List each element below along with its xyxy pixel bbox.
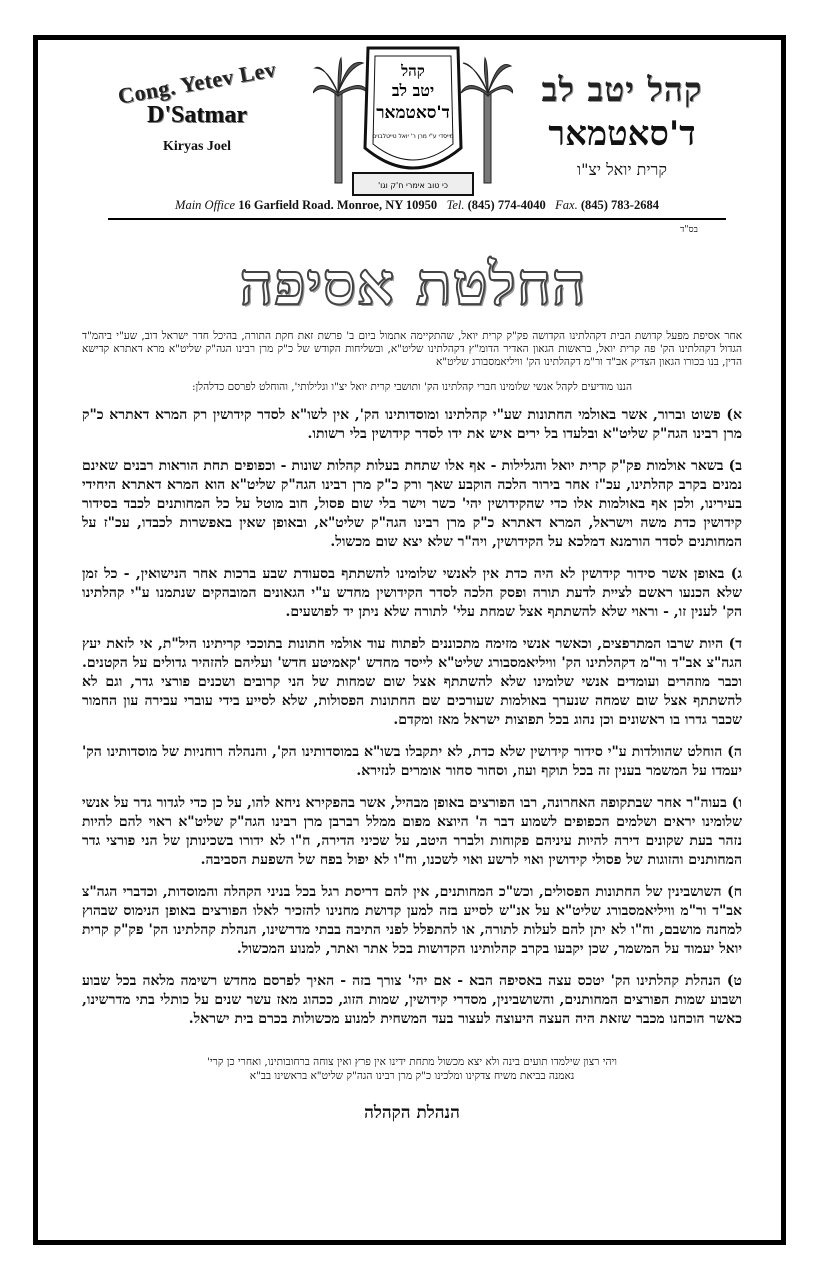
letterhead-english: [86, 56, 308, 155]
closing-line-2: נאמנה בביאת משיח צדקינו ומלכינו כ"ק מרן רבינו הגה"ק שליט"א בראשינו בב"א: [249, 1070, 575, 1082]
signature: הנהלת הקהלה: [364, 1103, 460, 1123]
street-address: 16 Garfield Road. Monroe, NY 10950: [238, 198, 438, 212]
closing-line-1: ויהי רצון שילמדו תועים בינה ולא יצא מכשול מתחת ידינו אין פרץ ואין צוחה ברחובותינו, ואחרי כן קרי': [207, 1056, 617, 1068]
resolution-paragraph: א) פשוט וברור, אשר באולמי החתונות שע"י קהלתינו ומוסדותינו הק', אין לשו"א לסדר קידושין רק המרא דאתרא כ"ק מרן רבינו הגה"ק שליט"א ובלעדו בל ירים איש את ידו לסדר קידושין בלי רשותו.: [82, 407, 742, 442]
emblem-line-2: יטב לב: [391, 81, 435, 100]
bsd-mark: בס"ד: [680, 225, 698, 235]
resolution-paragraph: ו) בעוה"ר אחר שבתקופה האחרונה, רבו הפורצים באופן מבהיל, אשר בהפקירא ניחא להו, על כן כדי לגדור גדר על אנשי שלומינו יראים ושלמים הכפופים לשמוע דבר ה' היוצא מפום ממלל רברבן מרן רבינו הגה"ק שליט"א ראוי להם להיות נזהר בעת שקונים דירה להיות עיניהם פקוחות ולברר היטב, על שכיני הדירה, ח"ו לא ידורו בשכינותן של הני פורצי גדר המחותנים והזוגות של פסולי קידושין ואוי לרשע ואוי לשכנו, וח"ו לא יפול בפח של השפעת הסביבה.: [82, 795, 742, 868]
intro-paragraph: אחר אסיפת מפעל קדושת הבית דקהלתינו הקדושה פק"ק קרית יואל, שהתקיימה אתמול ביום ב' פרשת זאת חקת התורה, בהיכל חדר ישראל דוב, שע"י ביהמ"ד הגדול דקהלתינו הק' פה קרית יואל, בראשות הגאון האדיר הדומ"ץ דקהלתינו שליט"א, ובשליחות הקודש של כ"ק מרן רבינו הגה"ק שליט"א מרא דאתרא קדישא הדין, בנו בכורו הגאון הצדיק אב"ד ור"מ דקהלתינו הק' וויליאמסבורג שליט"א: [82, 330, 742, 368]
resolution-paragraph: ג) באופן אשר סידור קידושין לא היה כדת אין לאנשי שלומינו להשתתף בסעודת שבע ברכות אחר הנישואין, - כל זמן שלא הכנעו ראשם לציית לדעת תורה ופסק הלכה לסדר הקידושין מחדש ע"י הגאונים המובהקים שנתמנו ע"י קהלתינו הק' לענין זו, - וראוי שלא להשתתף אצל שמחת עלי' לתורה שלא ניתן יד לפושעים.: [82, 566, 742, 620]
fax-label: Fax.: [555, 198, 578, 212]
emblem-side-text: מייסדי ע"י מרן ר' יואל טייטלבוים: [372, 133, 454, 140]
hebrew-location: קרית יואל יצ"ו: [577, 160, 667, 179]
emblem-line-1: קהל: [401, 62, 425, 80]
right-palm-icon: [461, 58, 513, 183]
letterhead-hebrew: [512, 70, 732, 180]
fax-number: (845) 783-2684: [580, 198, 659, 212]
resolution-paragraph: ב) בשאר אולמות פק"ק קרית יואל והגלילות - אף אלו שתחת בעלות קהלות שונות - וכפופים תחת הוראות רבנים שאינם נמנים בקרב קהלתינו, עכ"ז אחר בירור הלכה הוקבע שאך ורק כ"ק מרן רבינו הגה"ק שליט"א הוא המרא דאתרא היחידי בעירינו, ולכן אף באולמות אלו כדי שהקידושין יהי' כשר וישר בלי שום פסול, חוב מוטל על כל המחותנים לכבד בסידור קידושין כדת משה וישראל, המרא דאתרא כ"ק מרן רבינו הגה"ק שליט"א, ובאופן שאין באפשרות לכבדו, עכ"ז על המחותנים לסדר הורמנא דמלכא על הקידושין, ויה"ר שלא יצא שום מכשול.: [82, 458, 742, 550]
english-cong-name: Cong. Yetev Lev: [115, 56, 278, 109]
tel-number: (845) 774-4040: [467, 198, 546, 212]
resolution-paragraph: ט) הנהלת קהלתינו הק' יטכס עצה באסיפה הבא - אם יהי' צורך בזה - האיך לפרסם מחדש רשימה מלאה בכל שבוע ושבוע שמות הפורצים המחותנים, והשושבינין, מסדרי קידושין, שמות הזוג, ככהוג מאז עשר שנים על כותלי בתי מדרשינו, כאשר הוכחנו מכבר שזאת היה העצה היעוצה לעצור בעד המשחית למנוע מכשולות בכרם בית ישראל.: [82, 973, 742, 1027]
resolution-paragraph: ח) השושבינין של החתונות הפסולים, וכש"כ המחותנים, אין להם דריסת רגל בכל בניני הקהלה והמוסדות, וכדברי הגה"צ אב"ד ור"מ וויליאמסבורג שליט"א על אנ"ש לסייע בזה למען קדושת מחנינו להזכיר לאלו הפורצים באופן הנימוס שבהוץ למחנה מושבם, וח"ו לא יתן להם לעלות לתורה, או להתפלל לפני התיבה בבתי מדרשינו, הנהלת קהלתינו הק' פק"ק קרית יואל יעמוד על המשמר, שכן יקבעו בקרב קהלותינו הקדושות בכל אתר ואתר, למנוע המכשול.: [82, 884, 742, 957]
emblem-line-3: ד'סאטמאר: [376, 103, 450, 123]
hebrew-cong-name: קהל יטב לב: [541, 70, 703, 109]
document-body: [82, 330, 742, 1123]
tel-label: Tel.: [446, 198, 465, 212]
main-office-label: Main Office: [175, 198, 236, 212]
resolution-paragraph: ד) היות שרבו המתרפצים, וכאשר אנשי מזימה מתכוננים לפתוח עוד אולמי חתונות בתוככי קריתינו היל"ת, אי לזאת יעץ הגה"צ אב"ד ור"מ דקהלתינו הק' וויליאמסבורג שליט"א לייסד מחדש 'קאמיטע חדש' ועליהם להזהיר גדולים על הקטנים. וכבר מוזהרים ועומדים אנשי שלומינו שלא להשתתף אצל שום שמחות של הני קרובים ושכנים פורצי גדר, וגם לא להשתתף אצל שום שמחה שנערך באולמות שעורכים שם החתונות הפסולות, שלא לסייע בידי עוברי עבירה עון החמור שכבר גדרו בו ראשונים וכן נהוג בכל תפוצות ישראל מאז ומקדם.: [82, 636, 742, 728]
notice-line: הננו מודיעים לקהל אנשי שלומינו חברי קהלתינו הק' ותושבי קרית יואל יצ"ו וגלילותי', והוחלט לפרסם כדלהלן:: [191, 381, 633, 393]
emblem-ribbon: כי טוב אימרי ח'ק וגו': [377, 181, 449, 190]
document-title: החלטת אסיפה: [239, 250, 587, 318]
english-community-name: D'Satmar: [147, 102, 247, 128]
address-line: [108, 198, 726, 220]
closing-text: [82, 1055, 742, 1083]
hebrew-community-name: ד'סאטמאר: [548, 114, 696, 154]
resolution-paragraph: ה) הוחלט שהוולדות ע"י סידור קידושין שלא כדת, לא יתקבלו בשו"א במוסדותינו הק', והנהלה רוחניות של מוסדותינו הק' יעמדו על המשמר בענין זה בכל תוקף ועוז, וסחור סחור אומרים לנזירא.: [82, 744, 742, 779]
palm-tree-emblem: [313, 38, 513, 206]
english-location: Kiryas Joel: [162, 139, 232, 154]
letterhead: [0, 0, 826, 235]
left-palm-icon: [313, 58, 368, 183]
